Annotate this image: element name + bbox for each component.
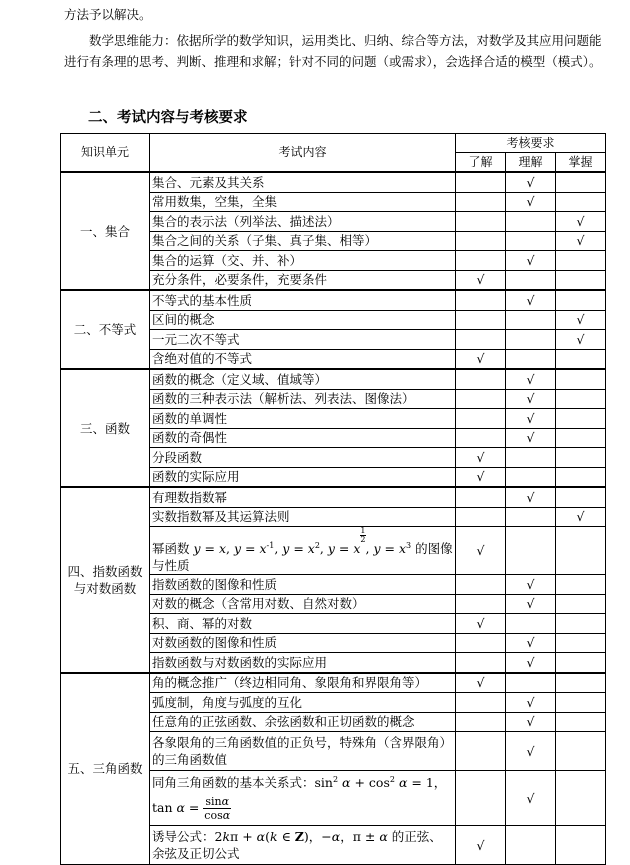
check-cell bbox=[456, 826, 506, 865]
check-cell bbox=[506, 231, 556, 251]
power-function-formula: 幂函数 y = x, $y = x^{-1}$, $y = x^2$, y = x $^{\frac{1}{2}}$ , $y = x^3$ 的图像与性质 bbox=[152, 526, 453, 574]
check-mark-icon: √ bbox=[526, 743, 535, 759]
check-mark-icon: √ bbox=[476, 675, 485, 691]
check-cell bbox=[506, 826, 556, 865]
check-cell bbox=[456, 614, 506, 634]
check-cell bbox=[506, 290, 556, 310]
check-mark-icon: √ bbox=[526, 576, 535, 592]
check-mark-icon: √ bbox=[526, 430, 535, 446]
check-cell bbox=[556, 673, 606, 693]
check-mark-icon: √ bbox=[526, 489, 535, 505]
check-mark-icon: √ bbox=[526, 194, 535, 210]
check-cell bbox=[506, 251, 556, 271]
check-cell bbox=[556, 212, 606, 232]
content-cell: 集合的运算（交、并、补） bbox=[150, 251, 456, 271]
check-cell bbox=[506, 369, 556, 389]
check-cell bbox=[506, 673, 556, 693]
check-cell bbox=[506, 633, 556, 653]
check-cell bbox=[506, 448, 556, 468]
check-cell bbox=[556, 448, 606, 468]
content-cell: 角的概念推广（终边相同角、象限角和界限角等） bbox=[150, 673, 456, 693]
check-cell bbox=[456, 575, 506, 595]
check-cell bbox=[506, 712, 556, 732]
check-cell bbox=[506, 594, 556, 614]
check-cell bbox=[506, 428, 556, 448]
check-cell bbox=[556, 290, 606, 310]
check-cell bbox=[556, 270, 606, 290]
check-mark-icon: √ bbox=[526, 790, 535, 806]
check-cell bbox=[556, 389, 606, 409]
check-cell bbox=[456, 409, 506, 429]
check-mark-icon: √ bbox=[476, 543, 485, 559]
check-mark-icon: √ bbox=[526, 371, 535, 387]
content-cell: 任意角的正弦函数、余弦函数和正切函数的概念 bbox=[150, 712, 456, 732]
check-cell bbox=[556, 732, 606, 771]
check-cell bbox=[556, 594, 606, 614]
check-cell bbox=[456, 487, 506, 507]
check-cell bbox=[456, 172, 506, 192]
content-cell: 集合的表示法（列举法、描述法） bbox=[150, 212, 456, 232]
content-cell: 弧度制，角度与弧度的互化 bbox=[150, 693, 456, 713]
content-cell: 区间的概念 bbox=[150, 310, 456, 330]
check-cell bbox=[506, 192, 556, 212]
check-cell bbox=[506, 172, 556, 192]
content-cell: 各象限角的三角函数值的正负号，特殊角（含界限角）的三角函数值 bbox=[150, 732, 456, 771]
unit-name: 二、不等式 bbox=[61, 290, 150, 369]
check-cell bbox=[506, 310, 556, 330]
table-body bbox=[61, 172, 606, 865]
check-cell bbox=[506, 270, 556, 290]
check-cell bbox=[456, 732, 506, 771]
check-cell bbox=[506, 409, 556, 429]
check-cell bbox=[556, 653, 606, 673]
check-cell bbox=[556, 409, 606, 429]
check-mark-icon: √ bbox=[526, 252, 535, 268]
check-cell bbox=[456, 212, 506, 232]
check-cell bbox=[556, 826, 606, 865]
content-cell: 指数函数与对数函数的实际应用 bbox=[150, 653, 456, 673]
check-cell bbox=[556, 527, 606, 575]
check-mark-icon: √ bbox=[526, 292, 535, 308]
check-mark-icon: √ bbox=[576, 509, 585, 525]
content-cell bbox=[150, 771, 456, 826]
content-cell: 实数指数幂及其运算法则 bbox=[150, 507, 456, 527]
check-cell bbox=[456, 251, 506, 271]
content-cell: 集合之间的关系（子集、真子集、相等） bbox=[150, 231, 456, 251]
content-cell: 积、商、幂的对数 bbox=[150, 614, 456, 634]
content-cell: 不等式的基本性质 bbox=[150, 290, 456, 310]
content-cell: 函数的三种表示法（解析法、列表法、图像法） bbox=[150, 389, 456, 409]
check-cell bbox=[456, 673, 506, 693]
content-cell: 对数的概念（含常用对数、自然对数） bbox=[150, 594, 456, 614]
check-cell bbox=[556, 633, 606, 653]
section-title: 二、考试内容与考核要求 bbox=[88, 110, 248, 126]
check-cell bbox=[556, 467, 606, 487]
check-cell bbox=[456, 633, 506, 653]
check-cell bbox=[456, 270, 506, 290]
check-cell bbox=[456, 594, 506, 614]
check-cell bbox=[456, 389, 506, 409]
check-cell bbox=[556, 712, 606, 732]
exam-table bbox=[60, 133, 606, 865]
content-cell bbox=[150, 826, 456, 865]
check-mark-icon: √ bbox=[526, 410, 535, 426]
check-cell bbox=[456, 653, 506, 673]
check-cell bbox=[506, 487, 556, 507]
check-cell bbox=[456, 192, 506, 212]
check-cell bbox=[556, 771, 606, 826]
check-cell bbox=[556, 575, 606, 595]
check-cell bbox=[556, 231, 606, 251]
intro-line: 方法予以解决。 bbox=[64, 7, 152, 22]
check-cell bbox=[456, 467, 506, 487]
check-cell bbox=[556, 330, 606, 350]
check-cell bbox=[456, 507, 506, 527]
check-cell bbox=[556, 614, 606, 634]
check-cell bbox=[456, 428, 506, 448]
content-cell: 函数的实际应用 bbox=[150, 467, 456, 487]
content-cell: 有理数指数幂 bbox=[150, 487, 456, 507]
check-mark-icon: √ bbox=[526, 174, 535, 190]
check-mark-icon: √ bbox=[476, 837, 485, 853]
check-mark-icon: √ bbox=[576, 233, 585, 249]
check-mark-icon: √ bbox=[576, 312, 585, 328]
check-cell bbox=[456, 310, 506, 330]
check-mark-icon: √ bbox=[526, 391, 535, 407]
check-cell bbox=[506, 330, 556, 350]
check-mark-icon: √ bbox=[526, 654, 535, 670]
check-mark-icon: √ bbox=[526, 694, 535, 710]
check-cell bbox=[556, 487, 606, 507]
check-cell bbox=[556, 693, 606, 713]
table-row bbox=[61, 172, 606, 192]
unit-name: 一、集合 bbox=[61, 172, 150, 290]
table-row bbox=[61, 290, 606, 310]
check-cell bbox=[456, 712, 506, 732]
check-mark-icon: √ bbox=[476, 615, 485, 631]
check-cell bbox=[506, 575, 556, 595]
header-unit: 知识单元 bbox=[61, 134, 150, 173]
content-cell bbox=[150, 527, 456, 575]
check-cell bbox=[556, 369, 606, 389]
check-cell bbox=[456, 527, 506, 575]
trig-identity-formula: 同角三角函数的基本关系式：$\sin^2 \alpha + \cos^2 \alpha = 1$， tan α = $\frac{\sin\alpha}{\cos\alpha}$ bbox=[152, 775, 447, 823]
induction-formula: 诱导公式：2kπ + α(k ∈ Z)，−α，π ± α 的正弦、余弦及正切公式 bbox=[152, 829, 442, 862]
content-cell: 一元二次不等式 bbox=[150, 330, 456, 350]
content-cell: 分段函数 bbox=[150, 448, 456, 468]
unit-name: 三、函数 bbox=[61, 369, 150, 487]
table-row bbox=[61, 673, 606, 693]
check-cell bbox=[456, 231, 506, 251]
check-cell bbox=[556, 428, 606, 448]
content-cell: 集合、元素及其关系 bbox=[150, 172, 456, 192]
content-cell: 函数的概念（定义域、值域等） bbox=[150, 369, 456, 389]
content-cell: 含绝对值的不等式 bbox=[150, 349, 456, 369]
unit-name-line: 四、指数函数 bbox=[67, 563, 143, 579]
check-cell bbox=[456, 330, 506, 350]
check-cell bbox=[456, 349, 506, 369]
check-cell bbox=[556, 507, 606, 527]
header-level-understand-basic: 了解 bbox=[456, 153, 506, 173]
unit-name: 五、三角函数 bbox=[61, 673, 150, 865]
check-cell bbox=[506, 507, 556, 527]
check-cell bbox=[556, 172, 606, 192]
check-mark-icon: √ bbox=[576, 331, 585, 347]
check-mark-icon: √ bbox=[476, 469, 485, 485]
check-mark-icon: √ bbox=[526, 714, 535, 730]
header-level-master: 掌握 bbox=[556, 153, 606, 173]
table-row bbox=[61, 487, 606, 507]
unit-name-line: 与对数函数 bbox=[73, 580, 137, 596]
check-mark-icon: √ bbox=[476, 272, 485, 288]
check-cell bbox=[506, 771, 556, 826]
content-cell: 函数的奇偶性 bbox=[150, 428, 456, 448]
check-cell bbox=[456, 448, 506, 468]
check-cell bbox=[506, 732, 556, 771]
check-cell bbox=[556, 310, 606, 330]
header-requirement: 考核要求 bbox=[456, 134, 606, 153]
check-cell bbox=[506, 349, 556, 369]
header-content: 考试内容 bbox=[150, 134, 456, 173]
intro-paragraph: 数学思维能力：依据所学的数学知识，运用类比、归纳、综合等方法，对数学及其应用问题能进行有条理的思考、判断、推理和求解；针对不同的问题（或需求），会选择合适的模型（模式）。 bbox=[64, 33, 602, 69]
content-cell: 函数的单调性 bbox=[150, 409, 456, 429]
check-cell bbox=[456, 771, 506, 826]
check-mark-icon: √ bbox=[476, 449, 485, 465]
check-cell bbox=[556, 251, 606, 271]
content-cell: 对数函数的图像和性质 bbox=[150, 633, 456, 653]
check-mark-icon: √ bbox=[526, 635, 535, 651]
check-cell bbox=[456, 369, 506, 389]
check-cell bbox=[556, 349, 606, 369]
check-cell bbox=[456, 290, 506, 310]
check-cell bbox=[506, 614, 556, 634]
check-mark-icon: √ bbox=[576, 213, 585, 229]
check-cell bbox=[506, 389, 556, 409]
content-cell: 常用数集，空集，全集 bbox=[150, 192, 456, 212]
check-cell bbox=[506, 467, 556, 487]
check-cell bbox=[506, 527, 556, 575]
check-cell bbox=[456, 693, 506, 713]
table-row bbox=[61, 369, 606, 389]
content-cell: 充分条件，必要条件，充要条件 bbox=[150, 270, 456, 290]
check-cell bbox=[506, 693, 556, 713]
check-mark-icon: √ bbox=[476, 351, 485, 367]
check-cell bbox=[506, 653, 556, 673]
check-cell bbox=[556, 192, 606, 212]
unit-name bbox=[61, 487, 150, 673]
check-cell bbox=[506, 212, 556, 232]
header-level-comprehend: 理解 bbox=[506, 153, 556, 173]
check-mark-icon: √ bbox=[526, 596, 535, 612]
content-cell: 指数函数的图像和性质 bbox=[150, 575, 456, 595]
